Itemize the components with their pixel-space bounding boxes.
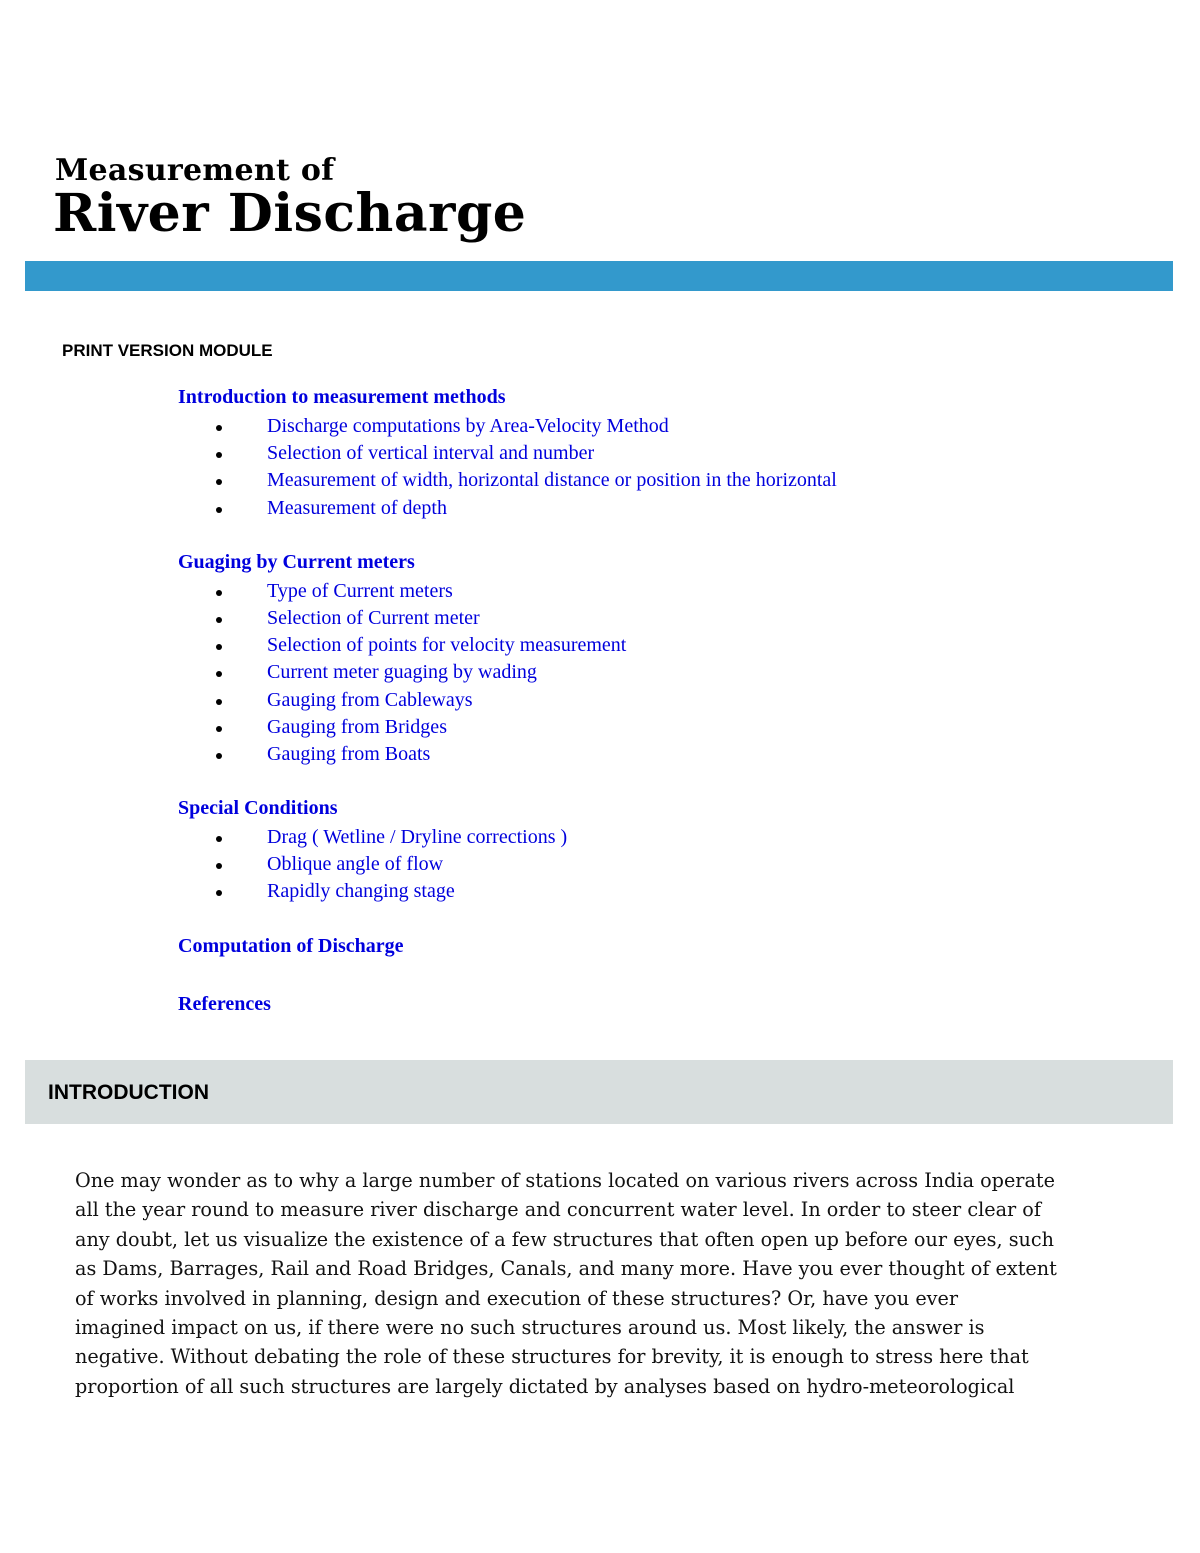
toc-item[interactable]: Gauging from Cableways xyxy=(178,687,1078,714)
paragraph-line: negative. Without debating the role of these structures for brevity, it is enough to stress here that xyxy=(75,1345,1029,1369)
paragraph-line: proportion of all such structures are largely dictated by analyses based on hydro-meteorological xyxy=(75,1374,1015,1398)
toc-item[interactable]: Gauging from Bridges xyxy=(178,714,1078,741)
toc-link-special-conditions[interactable]: Special Conditions xyxy=(178,797,338,820)
print-version-label: PRINT VERSION MODULE xyxy=(62,341,273,360)
bullet-icon xyxy=(216,644,222,650)
toc-item[interactable]: Discharge computations by Area-Velocity Method xyxy=(178,413,1078,440)
toc-link-introduction-methods[interactable]: Introduction to measurement methods xyxy=(178,386,506,408)
introduction-paragraph xyxy=(75,1166,1135,1401)
toc-item[interactable]: Selection of Current meter xyxy=(178,605,1078,632)
toc-section-current-meters xyxy=(178,549,1078,768)
paragraph-line: all the year round to measure river discharge and concurrent water level. In order to steer clear of xyxy=(75,1198,1041,1222)
bullet-icon xyxy=(216,507,222,513)
toc-link-current-meters[interactable]: Guaging by Current meters xyxy=(178,550,415,573)
bullet-icon xyxy=(216,671,222,677)
toc-section-special-conditions xyxy=(178,795,1078,906)
toc-item[interactable]: Rapidly changing stage xyxy=(178,878,1078,905)
introduction-heading: INTRODUCTION xyxy=(48,1081,209,1104)
bullet-icon xyxy=(216,617,222,623)
toc-link-references[interactable]: References xyxy=(178,992,271,1015)
bullet-icon xyxy=(216,479,222,485)
bullet-icon xyxy=(216,590,222,596)
bullet-icon xyxy=(216,452,222,458)
paragraph-line: One may wonder as to why a large number of stations located on various rivers across India operate xyxy=(75,1169,1055,1192)
toc-section-references xyxy=(178,991,1078,1018)
toc-item[interactable]: Measurement of width, horizontal distance or position in the horizontal xyxy=(178,467,1078,494)
toc-item[interactable]: Drag ( Wetline / Dryline corrections ) xyxy=(178,824,1078,851)
toc-section-computation xyxy=(178,933,1078,960)
toc-item[interactable]: Gauging from Boats xyxy=(178,741,1078,768)
toc-item[interactable]: Measurement of depth xyxy=(178,495,1078,522)
introduction-header-bar xyxy=(25,1060,1173,1124)
toc-item[interactable]: Oblique angle of flow xyxy=(178,851,1078,878)
page-title: River Discharge xyxy=(53,183,527,244)
toc-item[interactable]: Selection of points for velocity measurement xyxy=(178,632,1078,659)
bullet-icon xyxy=(216,836,222,842)
toc-link-computation-of-discharge[interactable]: Computation of Discharge xyxy=(178,934,404,957)
paragraph-line: as Dams, Barrages, Rail and Road Bridges, Canals, and many more. Have you ever thought of extent xyxy=(75,1257,1057,1281)
toc-section-introduction xyxy=(178,384,1078,522)
header-accent-bar xyxy=(25,261,1173,291)
toc-item[interactable]: Selection of vertical interval and number xyxy=(178,440,1078,467)
bullet-icon xyxy=(216,425,222,431)
bullet-icon xyxy=(216,753,222,759)
paragraph-line: imagined impact on us, if there were no such structures around us. Most likely, the answer is xyxy=(75,1316,985,1340)
bullet-icon xyxy=(216,726,222,732)
toc-item[interactable]: Type of Current meters xyxy=(178,578,1078,605)
bullet-icon xyxy=(216,890,222,896)
toc-item[interactable]: Current meter guaging by wading xyxy=(178,659,1078,686)
bullet-icon xyxy=(216,699,222,705)
paragraph-line: any doubt, let us visualize the existence of a few structures that often open up before our eyes, such xyxy=(75,1227,1055,1251)
title-line-1: Measurement of xyxy=(55,153,335,188)
table-of-contents xyxy=(178,384,1078,1045)
bullet-icon xyxy=(216,863,222,869)
paragraph-line: of works involved in planning, design and execution of these structures? Or, have you ever xyxy=(75,1286,959,1310)
